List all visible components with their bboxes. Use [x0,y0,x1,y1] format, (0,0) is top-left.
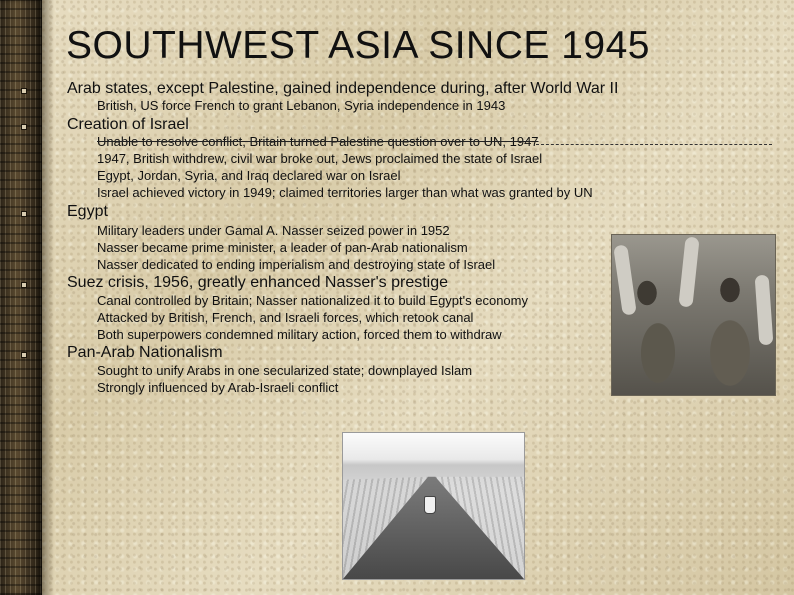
bullet-icon [21,282,27,288]
sub-point: Egypt, Jordan, Syria, and Iraq declared war on Israel [97,168,401,183]
dashed-rule [536,144,772,145]
sub-point: British, US force French to grant Lebanon, Syria independence in 1943 [97,98,506,113]
ship-icon [424,496,436,514]
sub-point: Canal controlled by Britain; Nasser nationalized it to build Egypt's economy [97,293,528,308]
nasser-crowd-photo [611,234,776,396]
section-heading: Suez crisis, 1956, greatly enhanced Nasser's prestige [67,274,449,291]
section-heading: Pan-Arab Nationalism [67,344,223,361]
section-heading: Arab states, except Palestine, gained independence during, after World War II [67,80,619,97]
sub-point: Nasser dedicated to ending imperialism and destroying state of Israel [97,257,496,272]
sub-point: Attacked by British, French, and Israeli forces, which retook canal [97,310,474,325]
sub-point: Sought to unify Arabs in one secularized state; downplayed Islam [97,363,473,378]
binder-shadow [42,0,54,595]
sub-point: Israel achieved victory in 1949; claimed territories larger than what was granted by UN [97,185,593,200]
sub-point: Strongly influenced by Arab-Israeli conflict [97,380,339,395]
sub-point: Military leaders under Gamal A. Nasser seized power in 1952 [97,223,450,238]
bullet-icon [21,88,27,94]
suez-canal-photo [342,432,525,580]
sub-point: Unable to resolve conflict, Britain turned Palestine question over to UN, 1947 [97,134,539,149]
slide-title: SOUTHWEST ASIA SINCE 1945 [66,24,650,67]
sub-point: Both superpowers condemned military action, forced them to withdraw [97,327,502,342]
section-heading: Creation of Israel [67,116,189,133]
bullet-icon [21,124,27,130]
sub-point: Nasser became prime minister, a leader of pan-Arab nationalism [97,240,468,255]
section-heading: Egypt [67,203,108,220]
sub-point: 1947, British withdrew, civil war broke out, Jews proclaimed the state of Israel [97,151,543,166]
bullet-icon [21,211,27,217]
bullet-icon [21,352,27,358]
